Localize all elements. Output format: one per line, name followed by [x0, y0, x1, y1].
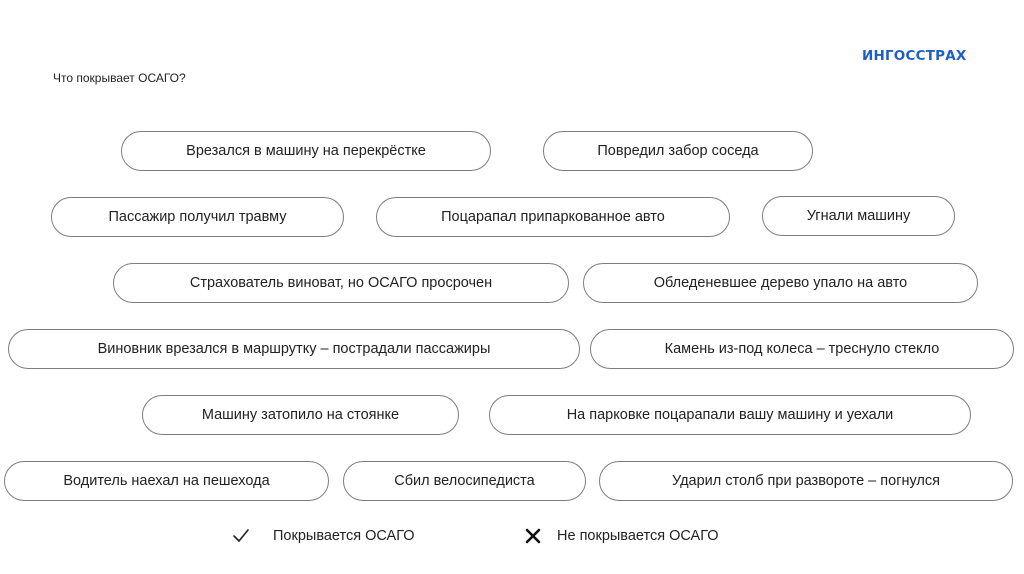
legend-covered-label: Покрывается ОСАГО	[273, 528, 415, 544]
option-pill[interactable]: Ударил столб при развороте – погнулся	[599, 461, 1013, 501]
option-pill[interactable]: Сбил велосипедиста	[343, 461, 586, 501]
cross-icon	[523, 526, 543, 546]
option-pill[interactable]: Поцарапал припаркованное авто	[376, 197, 730, 237]
option-pill[interactable]: Пассажир получил травму	[51, 197, 344, 237]
option-pill[interactable]: Машину затопило на стоянке	[142, 395, 459, 435]
option-pill[interactable]: Повредил забор соседа	[543, 131, 813, 171]
option-pill[interactable]: Угнали машину	[762, 196, 955, 236]
legend-not-covered	[523, 526, 719, 546]
option-pill[interactable]: На парковке поцарапали вашу машину и уехали	[489, 395, 971, 435]
legend-not-covered-label: Не покрывается ОСАГО	[557, 528, 719, 544]
option-pill[interactable]: Водитель наехал на пешехода	[4, 461, 329, 501]
option-pill[interactable]: Страхователь виноват, но ОСАГО просрочен	[113, 263, 569, 303]
option-pill[interactable]: Виновник врезался в маршрутку – пострадали пассажиры	[8, 329, 580, 369]
option-pill[interactable]: Камень из-под колеса – треснуло стекло	[590, 329, 1014, 369]
option-pill[interactable]: Врезался в машину на перекрёстке	[121, 131, 491, 171]
checkmark-icon	[231, 526, 251, 546]
page-title: Что покрывает ОСАГО?	[53, 71, 186, 85]
option-pill[interactable]: Обледеневшее дерево упало на авто	[583, 263, 978, 303]
legend-covered	[231, 526, 415, 546]
company-logo: ИНГОССТРАХ	[862, 48, 967, 64]
